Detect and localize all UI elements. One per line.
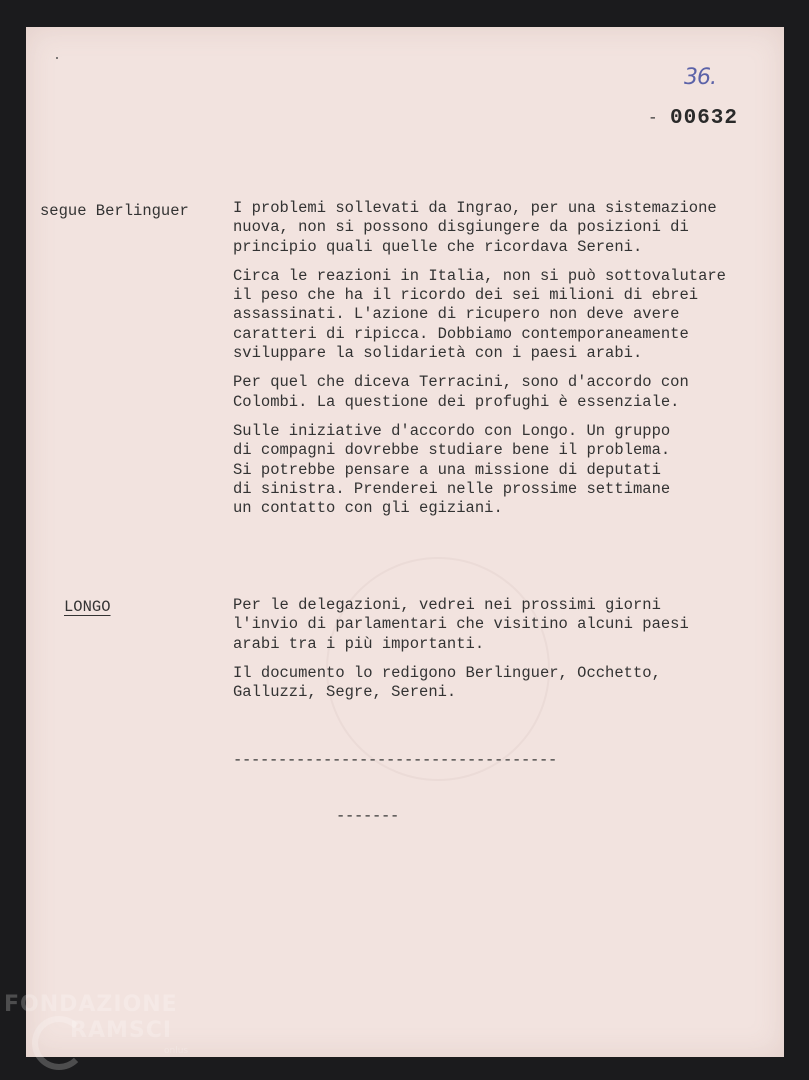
paragraph: Per quel che diceva Terracini, sono d'accordo con Colombi. La questione dei profughi è essenziale. [233, 373, 689, 411]
speaker-label: segue Berlinguer [40, 202, 189, 220]
document-page [26, 27, 784, 1057]
paragraph: Il documento lo redigono Berlinguer, Occhetto, Galluzzi, Segre, Sereni. [233, 663, 661, 702]
dash-mark: - [648, 109, 658, 127]
fondazione-gramsci-watermark [0, 992, 200, 1072]
separator-long: ------------------------------------ [233, 751, 558, 769]
document-number: 00632 [670, 107, 739, 130]
speech-block [233, 596, 743, 712]
speaker-label: LONGO [64, 598, 111, 616]
paragraph: I problemi sollevati da Ingrao, per una sistemazione nuova, non si possono disgiungere da posizioni di principio quali quelle che ricordava Sereni. [233, 199, 717, 256]
paragraph: Per le delegazioni, vedrei nei prossimi giorni l'invio di parlamentari che visitino alcuni paesi arabi tra i più importanti. [233, 596, 689, 653]
speech-block [233, 199, 743, 528]
handwritten-page-number: 36. [684, 65, 716, 90]
watermark-sub: onlus [164, 1046, 189, 1056]
paragraph: Sulle iniziative d'accordo con Longo. Un gruppo di compagni dovrebbe studiare bene il problema. Si potrebbe pensare a una missione di deputati di sinistra. Prenderei nelle prossime settimane un contatto con gli egiziani. [233, 421, 671, 518]
watermark-line2: RAMSCI [70, 1018, 173, 1043]
separator-short: ------- [336, 807, 400, 825]
paragraph: Circa le reazioni in Italia, non si può sottovalutare il peso che ha il ricordo dei sei milioni di ebrei assassinati. L'azione di ricupero non deve avere caratteri di ripicca. Dobbiamo contemporaneamente sviluppare la solidarietà con i paesi arabi. [233, 266, 726, 363]
watermark-line1: FONDAZIONE [4, 992, 178, 1017]
speck [56, 57, 58, 59]
